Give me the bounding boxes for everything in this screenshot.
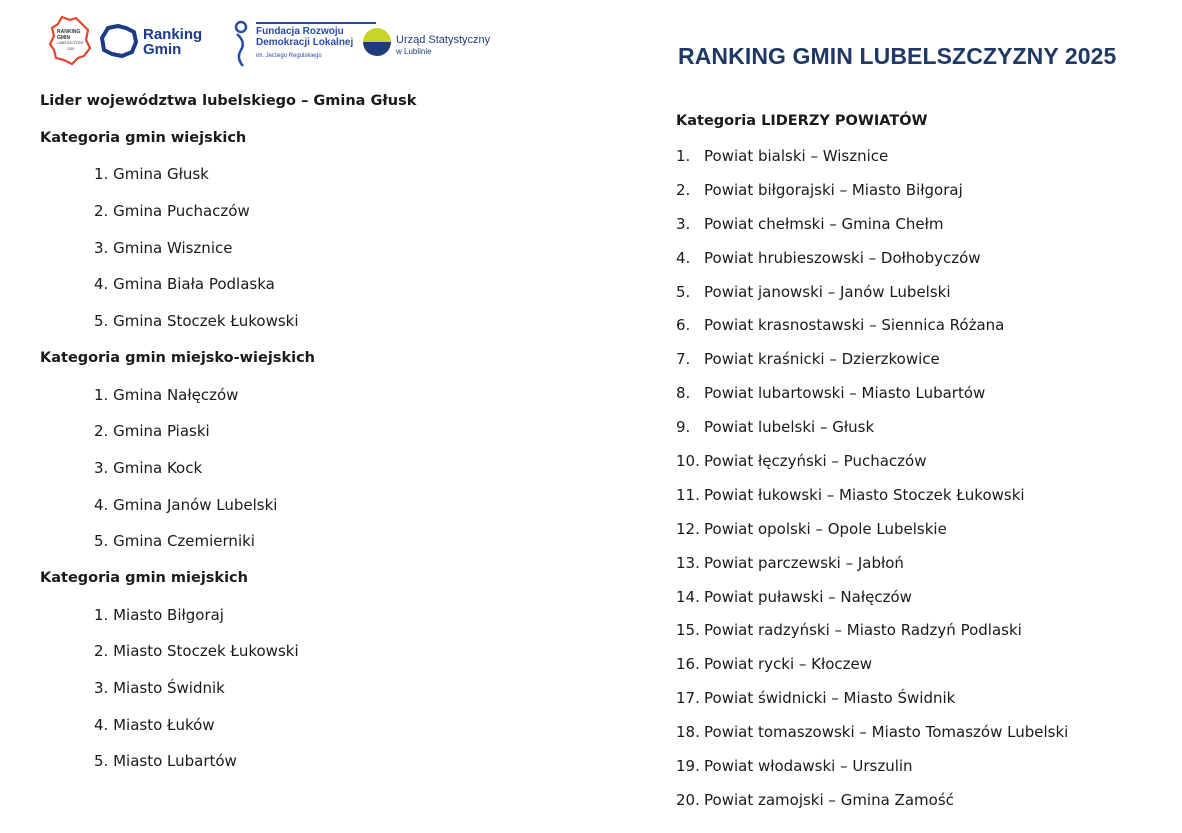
list-item: 2. Miasto Stoczek Łukowski [94,642,299,661]
list-item-number: 6. [676,316,691,335]
list-item-number: 5. [676,282,691,301]
list-item-number: 13. [676,553,700,572]
list-item-text: Powiat łukowski – Miasto Stoczek Łukowski [704,485,1025,504]
list-item [676,281,1068,315]
fundacja-line3: im. Jerzego Regulskiego [256,53,322,59]
powiat-leaders-list [676,145,1068,823]
list-item-text: Powiat lubartowski – Miasto Lubartów [704,384,986,403]
list-item [676,247,1068,281]
ranking-gmin-line2: Gmin [143,41,182,58]
fundacja-line2: Demokracji Lokalnej [256,37,354,48]
list-item-text: Powiat chełmski – Gmina Chełm [704,214,944,233]
list-item: 5. Miasto Lubartów [94,752,237,771]
page-title: RANKING GMIN LUBELSZCZYZNY 2025 [678,43,1117,69]
urzad-line2: w Lublinie [396,47,432,56]
list-item: 4. Gmina Biała Podlaska [94,275,275,294]
list-item-text: Powiat biłgorajski – Miasto Biłgoraj [704,180,963,199]
list-item [676,653,1068,687]
list-item: 5. Gmina Czemierniki [94,532,255,551]
list-item-text: Powiat zamojski – Gmina Zamość [704,790,954,809]
list-item [676,179,1068,213]
list-item [676,518,1068,552]
list-item [676,721,1068,755]
list-item-text: Powiat radzyński – Miasto Radzyń Podlaski [704,621,1022,640]
list-item-number: 1. [676,147,691,165]
list-item [676,755,1068,789]
list-item: 3. Miasto Świdnik [94,679,225,697]
list-item-number: 15. [676,621,700,640]
list-item-number: 3. [676,214,691,233]
urzad-logo [362,20,512,66]
list-item-number: 7. [676,350,691,369]
list-item-text: Powiat rycki – Kłoczew [704,655,873,674]
list-item: 3. Gmina Wisznice [94,238,233,257]
list-item [676,484,1068,518]
poland-map-icon [100,24,138,58]
list-item-number: 19. [676,757,700,776]
left-column [40,90,600,787]
list-item-text: Powiat tomaszowski – Miasto Tomaszów Lubelski [704,723,1069,742]
list-item-text: Powiat bialski – Wisznice [704,147,889,165]
list-item [676,416,1068,450]
list-item: 5. Gmina Stoczek Łukowski [94,312,299,331]
list-item [676,687,1068,721]
badge-line-4: 2025 [67,46,75,51]
list-item-text: Powiat janowski – Janów Lubelski [704,282,951,301]
badge-line-1: RANKING [57,29,81,35]
half-circle-emblem-icon [362,20,392,64]
list-item-text: Powiat łęczyński – Puchaczów [704,452,927,471]
list-item [676,552,1068,586]
urban-rural-category-heading: Kategoria gmin miejsko-wiejskich [40,349,315,366]
list-item: 2. Gmina Piaski [94,422,210,441]
list-item: 1. Gmina Nałęczów [94,385,239,404]
list-item-number: 2. [676,180,691,199]
list-item [676,348,1068,382]
list-item [676,314,1068,348]
fundacja-line1: Fundacja Rozwoju [256,26,344,37]
list-item: 4. Gmina Janów Lubelski [94,495,278,514]
ranking-gmin-line1: Ranking [143,26,203,43]
urban-category-heading: Kategoria gmin miejskich [40,569,248,586]
list-item [676,586,1068,620]
list-item-text: Powiat opolski – Opole Lubelskie [704,519,947,538]
list-item-number: 16. [676,655,700,674]
list-item-text: Powiat krasnostawski – Siennica Różana [704,316,1005,335]
badge-line-3: LUBELSZCZYZNY [57,41,84,45]
list-item-number: 11. [676,485,700,504]
leader-heading: Lider województwa lubelskiego – Gmina Głusk [40,93,417,109]
list-item-number: 12. [676,519,700,538]
list-item-number: 9. [676,418,691,437]
ranking-badge-logo [48,14,92,66]
list-item-number: 18. [676,723,700,742]
list-item-number: 10. [676,452,700,471]
list-item-number: 8. [676,384,691,403]
list-item [676,213,1068,247]
list-item-text: Powiat lubelski – Głusk [704,418,875,437]
fundacja-logo [232,20,382,70]
list-item: 2. Gmina Puchaczów [94,202,250,221]
ranking-gmin-logo [100,24,212,60]
list-item [676,789,1068,823]
right-column [676,110,1176,809]
list-item [676,450,1068,484]
list-item: 1. Gmina Głusk [94,165,209,184]
list-item-text: Powiat puławski – Nałęczów [704,587,912,606]
list-item: 1. Miasto Biłgoraj [94,605,224,624]
list-item-number: 20. [676,790,700,809]
powiat-leaders-heading: Kategoria LIDERZY POWIATÓW [676,113,928,129]
list-item-text: Powiat włodawski – Urszulin [704,757,913,776]
list-item-text: Powiat hrubieszowski – Dołhobyczów [704,248,981,267]
person-figure-icon [232,20,254,68]
list-item [676,619,1068,653]
list-item-number: 14. [676,587,700,606]
badge-line-2: GMIN [57,34,71,41]
list-item-text: Powiat kraśnicki – Dzierzkowice [704,350,940,369]
list-item-number: 17. [676,689,700,708]
list-item [676,145,1068,179]
rural-category-heading: Kategoria gmin wiejskich [40,129,247,146]
list-item-text: Powiat parczewski – Jabłoń [704,553,904,572]
list-item [676,382,1068,416]
list-item-number: 4. [676,248,691,267]
list-item: 4. Miasto Łuków [94,715,215,734]
urzad-line1: Urząd Statystyczny [396,34,491,46]
list-item-text: Powiat świdnicki – Miasto Świdnik [704,689,956,708]
list-item: 3. Gmina Kock [94,458,203,477]
